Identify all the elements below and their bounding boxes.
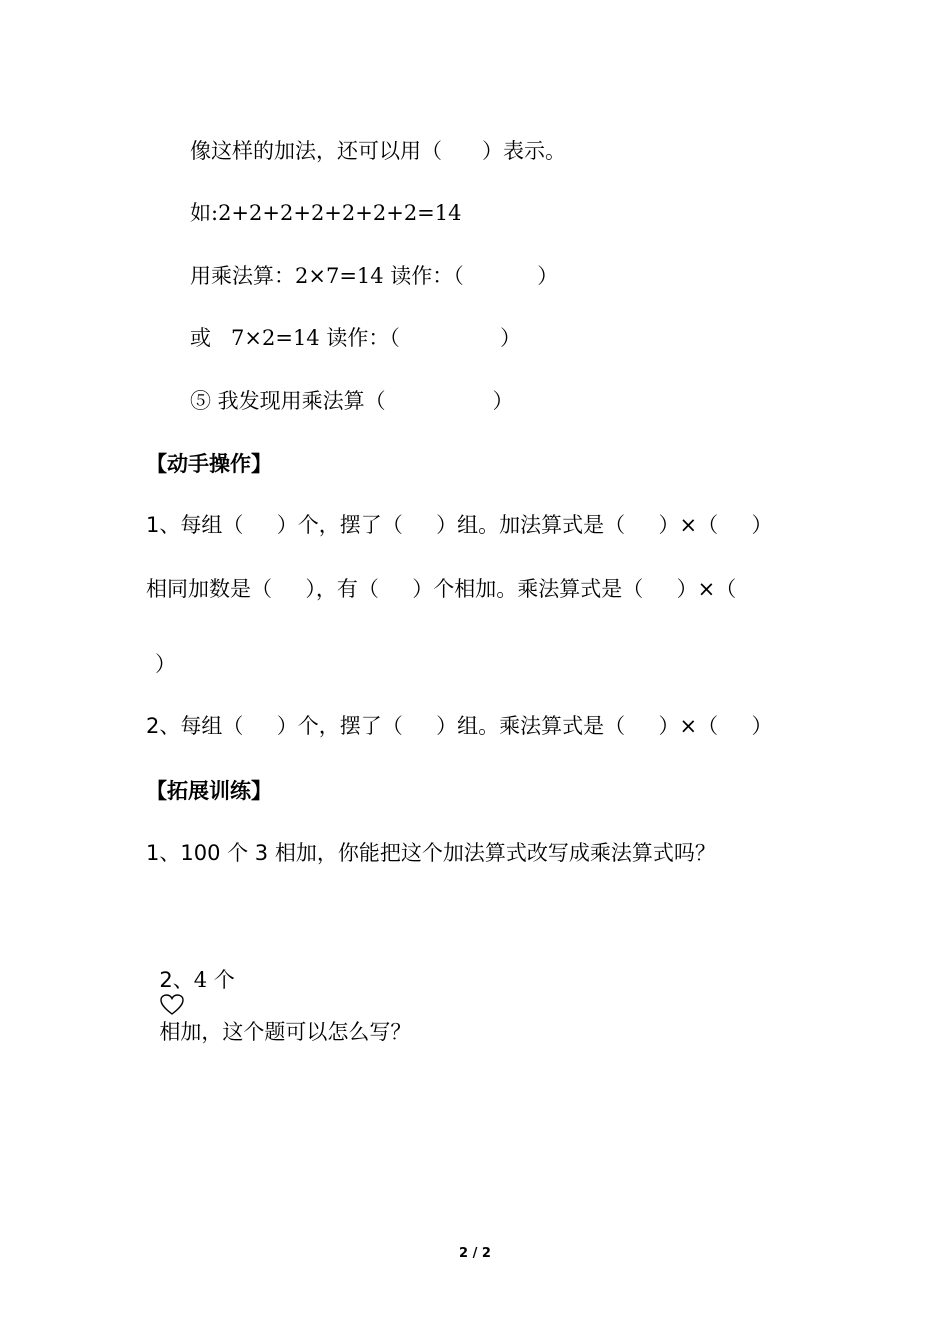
page-number: 2 / 2: [459, 1246, 491, 1261]
section-title-hands-on: 【动手操作】: [146, 452, 272, 476]
hands-on-q1-line-2: 相同加数是（ ），有（ ）个相加。乘法算式是（ ）×（: [146, 577, 737, 601]
extension-q2-count: 4 个: [193, 968, 235, 992]
intro-line-2: 如:2+2+2+2+2+2+2=14: [190, 201, 462, 225]
hands-on-q2-line-1: 2、每组（ ）个，摆了（ ）组。乘法算式是（ ）×（ ）: [146, 714, 773, 738]
extension-q1: 1、100 个 3 相加，你能把这个加法算式改写成乘法算式吗？: [146, 841, 716, 865]
section-title-extension: 【拓展训练】: [146, 779, 272, 803]
extension-q2: [146, 941, 411, 1045]
intro-line-3: 用乘法算：2×7=14 读作：（ ）: [190, 264, 559, 288]
intro-line-5: ⑤ 我发现用乘法算（ ）: [190, 389, 514, 413]
heart-outline-icon: [159, 993, 185, 1017]
extension-q2-prefix: 2、: [159, 968, 194, 992]
intro-line-4: 或 7×2=14 读作：（ ）: [190, 326, 521, 350]
hands-on-q1-line-1: 1、每组（ ）个，摆了（ ）组。加法算式是（ ）×（ ）: [146, 513, 773, 537]
extension-q2-suffix: 相加，这个题可以怎么写？: [159, 1020, 412, 1044]
intro-line-1: 像这样的加法，还可以用（ ）表示。: [190, 139, 567, 163]
hands-on-q1-line-3: ）: [155, 652, 176, 676]
